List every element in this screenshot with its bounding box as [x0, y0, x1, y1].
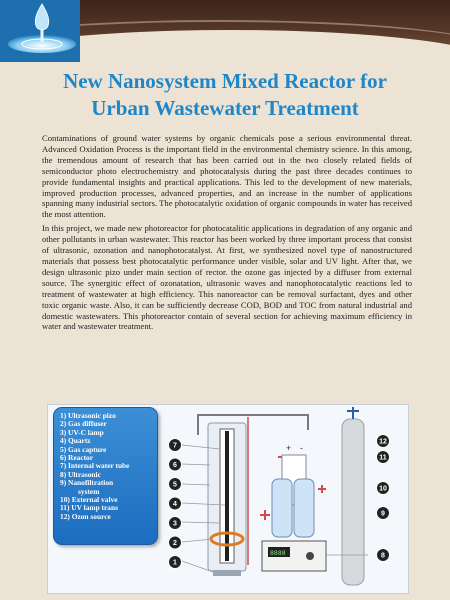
device-display-text: 8888 — [270, 550, 286, 557]
ultrasonic-piezo — [213, 570, 241, 576]
water-drop-icon — [0, 0, 80, 62]
number-badge-label: 12 — [379, 438, 387, 446]
diagram-drawing — [48, 405, 408, 593]
legend-item: 9) Nanofiltration — [60, 478, 114, 488]
legend-item: 10) External valve — [60, 495, 118, 505]
number-badge-label: 10 — [379, 485, 387, 493]
number-badge-label: 2 — [173, 540, 177, 547]
number-badge-label: 7 — [173, 442, 177, 450]
ozone-cylinder — [342, 419, 364, 585]
reactor-diagram — [47, 404, 409, 594]
legend-item: 4) Quartz — [60, 436, 91, 446]
minus-sign: - — [300, 443, 303, 453]
body-text — [42, 133, 412, 335]
filter-column-2 — [294, 479, 314, 537]
legend-item: 3) UV-C lamp — [60, 427, 104, 437]
legend-item: system — [78, 486, 100, 496]
legend-item: 12) Ozon source — [60, 511, 111, 521]
plus-sign: + — [286, 443, 292, 453]
number-badge-label: 5 — [173, 481, 177, 489]
page-title — [20, 68, 430, 122]
title-line-2: Urban Wastewater Treatment — [91, 96, 359, 120]
legend-item: 11) UV lamp trans — [60, 503, 118, 513]
external-valve — [318, 485, 326, 493]
number-badge-label: 6 — [173, 462, 177, 469]
number-badge-label: 8 — [381, 552, 385, 560]
number-badge-label: 3 — [173, 520, 177, 528]
legend-item: 6) Reactor — [60, 453, 94, 463]
number-badge-label: 1 — [173, 559, 177, 567]
legend-item: 7) Internal water tube — [60, 461, 130, 471]
legend-item: 2) Gas diffuser — [60, 419, 107, 429]
number-badge-label: 9 — [381, 510, 385, 518]
legend-item: 5) Gas capture — [60, 444, 107, 454]
uv-lamp — [225, 431, 229, 561]
inlet-valve — [260, 510, 270, 520]
filter-column-1 — [272, 479, 292, 537]
title-line-1: New Nanosystem Mixed Reactor for — [63, 69, 387, 93]
legend-item: 1) Ultrasonic pizo — [60, 411, 116, 420]
cylinder-valve — [347, 407, 359, 419]
paragraph-project: In this project, we made new photoreactor for photocatalitic applications in degradation of any organic and other pollutants in urban wastewater. This reactor has been worked by three important process that consist of ultrasonic, ozonation and nanophotocatalyst. At first, we synthesized novel type of nanostructured materials that possess best photocatalytic performance under visible, solar and UV light. After that, we design ultrasonic pizo under main section of rector. the ozone gas injected by a diffuser from external source. The synergitic effect of ozonatation, ultrasonic waves and nanophotocatalytic reactions led to treatment of wastewater at high efficiency. This nanoreactor can be removal surfactant, dyes and other toxic organic waste. Also, it can be sufficiently decrease COD, BOD and TOC from natural industrial and domestic wastewaters. This photoreactor contain of several section for achieving maximum efficiency in water and wastewater treatment. — [42, 223, 412, 332]
number-badge-label: 4 — [173, 501, 177, 508]
device-knob — [306, 552, 314, 560]
header-banner — [0, 0, 450, 62]
number-badge-label: 11 — [379, 454, 387, 462]
legend-item: 8) Ultrasonic — [60, 469, 101, 479]
paragraph-intro: Contaminations of ground water systems by organic chemicals pose a serious environmental threat. Advanced Oxidation Process is the important field in the environmental chemistry science. In this among, the tremendous amount of research that has been carried out in the two closely related fields of semiconductor photo electrochemistry and photocatalysis during the past three decades continues to provide fundamental insights and practical applications. This led to the development of new materials, improved production processes, advanced properties, and an increase in the number of applications spanning many industrial sectors. The photocatalytic oxidation of organic compounds in water has received the most attention. — [42, 133, 412, 220]
